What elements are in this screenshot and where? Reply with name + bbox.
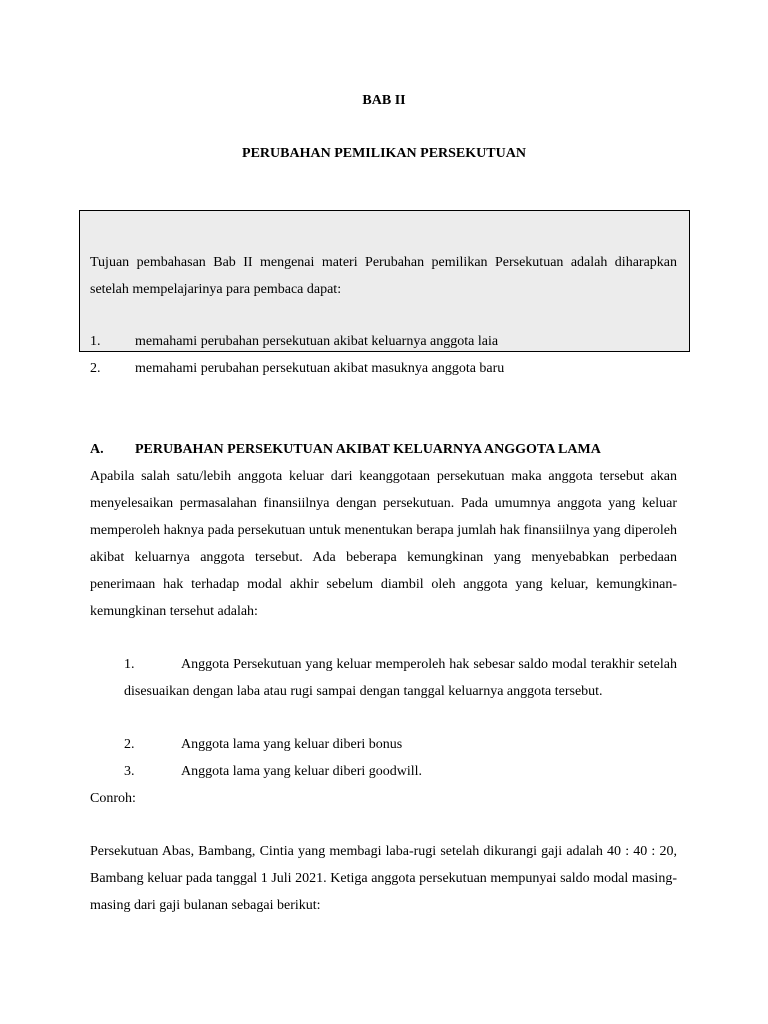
- example-paragraph: Persekutuan Abas, Bambang, Cintia yang membagi laba-rugi setelah dikurangi gaji adalah 40 : 40 : 20, Bambang keluar pada tanggal 1 Juli 2021. Ketiga anggota persekutuan mempunyai saldo modal masing-masing dari gaji bulanan sebagai berikut:: [90, 844, 677, 913]
- chapter-title: PERUBAHAN PEMILIKAN PERSEKUTUAN: [242, 146, 526, 161]
- possibility-item-text: Anggota lama yang keluar diberi bonus: [181, 737, 403, 752]
- objective-intro: Tujuan pembahasan Bab II mengenai materi Perubahan pemilikan Persekutuan adalah diharapkan setelah mempelajarinya para pembaca dapat:: [90, 255, 677, 297]
- possibility-item-number: 1.: [124, 657, 135, 672]
- possibility-item-text: Anggota lama yang keluar diberi goodwill.: [181, 764, 423, 779]
- possibility-item-number: 3.: [124, 764, 135, 779]
- objective-item-text: memahami perubahan persekutuan akibat masuknya anggota baru: [135, 361, 505, 376]
- chapter-heading: BAB II: [362, 93, 406, 108]
- section-a-number: A.: [90, 442, 104, 457]
- objective-item-text: memahami perubahan persekutuan akibat keluarnya anggota laia: [135, 334, 499, 349]
- possibility-item: [124, 651, 677, 705]
- section-a-title: PERUBAHAN PERSEKUTUAN AKIBAT KELUARNYA ANGGOTA LAMA: [135, 442, 601, 457]
- objective-item-number: 2.: [90, 361, 101, 376]
- example-label: Conroh:: [90, 791, 136, 806]
- section-a-paragraph: Apabila salah satu/lebih anggota keluar dari keanggotaan persekutuan maka anggota tersebut akan menyelesaikan permasalahan finansiilnya dengan persekutuan. Pada umumnya anggota yang keluar memperoleh haknya pada persekutuan untuk menentukan berapa jumlah hak finansiilnya yang diperoleh akibat keluarnya anggota tersebut. Ada beberapa kemungkinan yang menyebabkan perbedaan penerimaan hak terhadap modal akhir sebelum diambil oleh anggota yang keluar, kemungkinan-kemungkinan tersehut adalah:: [90, 469, 677, 619]
- possibility-item-number: 2.: [124, 737, 135, 752]
- objective-item-number: 1.: [90, 334, 101, 349]
- possibility-item-text: Anggota Persekutuan yang keluar memperoleh hak sebesar saldo modal terakhir setelah disesuaikan dengan laba atau rugi sampai dengan tanggal keluarnya anggota tersebut.: [124, 657, 677, 699]
